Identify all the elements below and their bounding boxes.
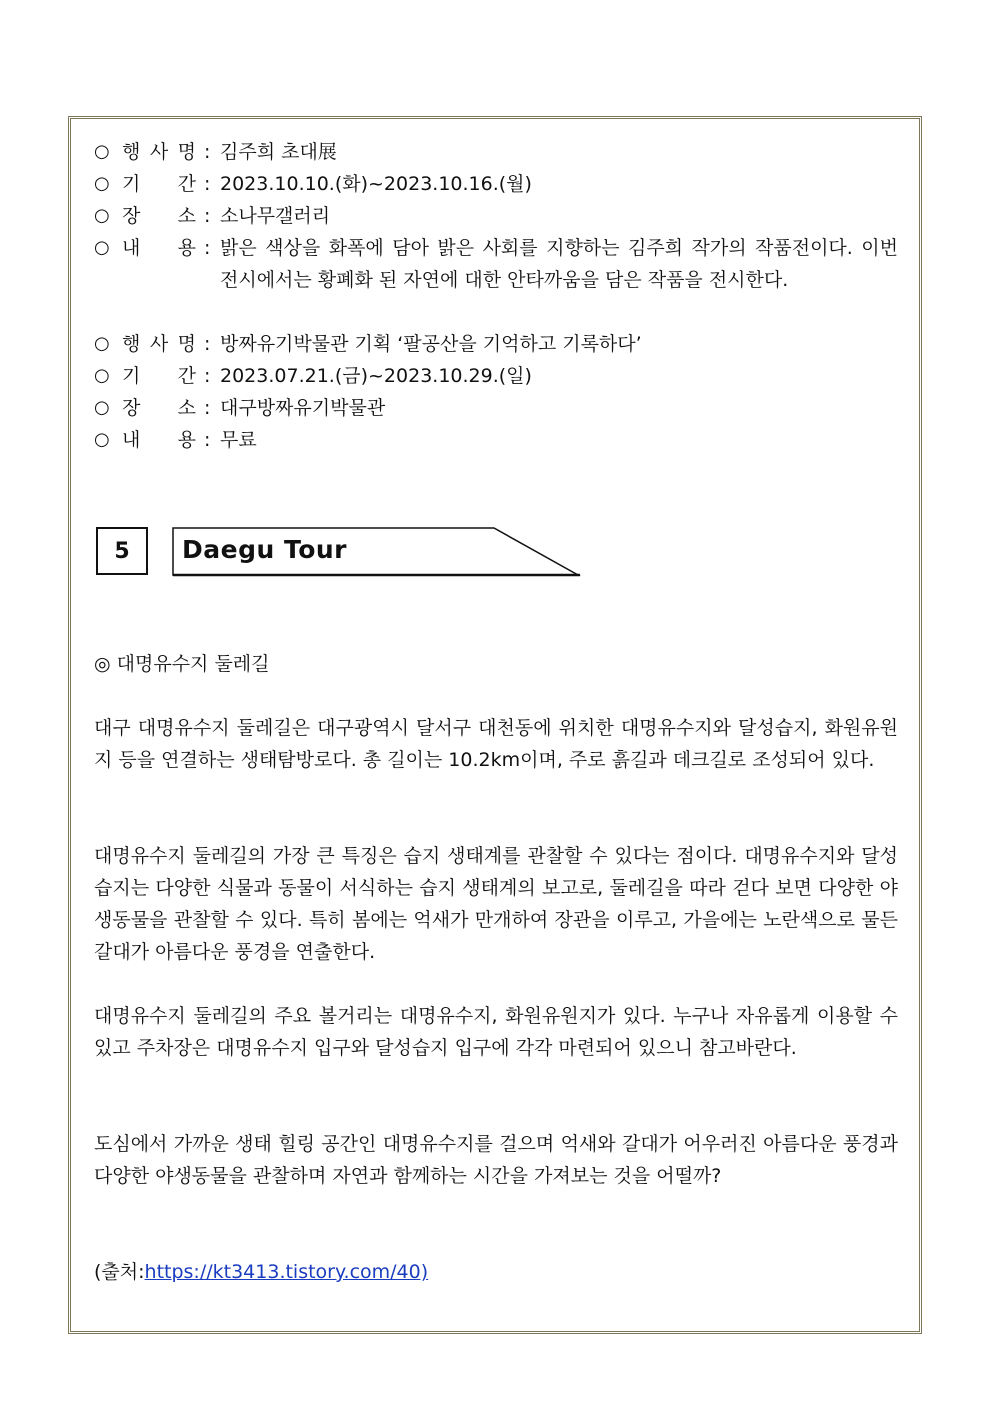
row-label: 행 사 명 bbox=[122, 141, 196, 163]
event-1 bbox=[94, 136, 898, 296]
source-prefix: (출처: bbox=[94, 1261, 145, 1283]
event-list bbox=[94, 136, 898, 456]
circle-bullet-icon: ○ bbox=[94, 333, 110, 354]
circle-bullet-icon: ○ bbox=[94, 365, 110, 386]
event-title: 김주희 초대展 bbox=[220, 141, 337, 163]
row-label: 기 간 bbox=[122, 365, 196, 387]
circle-bullet-icon: ○ bbox=[94, 237, 110, 258]
circle-bullet-icon: ○ bbox=[94, 173, 110, 194]
event-2 bbox=[94, 328, 898, 456]
circle-bullet-icon: ○ bbox=[94, 397, 110, 418]
event-row: ○ 기 간 : 2023.07.21.(금)~2023.10.29.(일) bbox=[94, 360, 898, 392]
article-subhead bbox=[94, 648, 898, 680]
event-row: ○ 내 용 : 밝은 색상을 화폭에 담아 밝은 사회를 지향하는 김주희 작가의 작품전이다. 이번 전시에서는 황폐화 된 자연에 대한 안타까움을 담은 작품을 전시한다. bbox=[94, 232, 898, 296]
event-row: ○ 내 용 : 무료 bbox=[94, 424, 898, 456]
event-description: 밝은 색상을 화폭에 담아 밝은 사회를 지향하는 김주희 작가의 작품전이다. 이번 전시에서는 황폐화 된 자연에 대한 안타까움을 담은 작품을 전시한다. bbox=[220, 237, 898, 291]
source-link[interactable]: https://kt3413.tistory.com/40) bbox=[144, 1261, 429, 1283]
row-label: 장 소 bbox=[122, 205, 196, 227]
event-title: 방짜유기박물관 기획 ‘팔공산을 기억하고 기록하다’ bbox=[220, 333, 642, 355]
row-label: 장 소 bbox=[122, 397, 196, 419]
section-header bbox=[96, 527, 586, 577]
article-paragraph: 대명유수지 둘레길의 주요 볼거리는 대명유수지, 화원유원지가 있다. 누구나 자유롭게 이용할 수 있고 주차장은 대명유수지 입구와 달성습지 입구에 각각 마련되어 있으니 참고바란다. bbox=[94, 1005, 898, 1059]
event-place: 소나무갤러리 bbox=[220, 205, 331, 227]
event-period: 2023.10.10.(화)~2023.10.16.(월) bbox=[220, 173, 532, 195]
article-paragraph: 대명유수지 둘레길의 가장 큰 특징은 습지 생태계를 관찰할 수 있다는 점이다. 대명유수지와 달성습지는 다양한 식물과 동물이 서식하는 습지 생태계의 보고로, 둘레길을 따라 걷다 보면 다양한 야생동물을 관찰할 수 있다. 특히 봄에는 억새가 만개하여 장관을 이루고, 가을에는 노란색으로 물든 갈대가 아름다운 풍경을 연출한다. bbox=[94, 845, 898, 963]
circle-bullet-icon: ○ bbox=[94, 141, 110, 162]
event-row: ○ 행 사 명 : 김주희 초대展 bbox=[94, 136, 898, 168]
section-title-tab bbox=[172, 527, 582, 577]
row-label: 기 간 bbox=[122, 173, 196, 195]
section-number: 5 bbox=[96, 527, 148, 575]
event-row: ○ 장 소 : 소나무갤러리 bbox=[94, 200, 898, 232]
event-place: 대구방짜유기박물관 bbox=[220, 397, 386, 419]
double-circle-icon: ◎ bbox=[94, 653, 111, 675]
row-label: 내 용 bbox=[122, 429, 196, 451]
circle-bullet-icon: ○ bbox=[94, 429, 110, 450]
event-period: 2023.07.21.(금)~2023.10.29.(일) bbox=[220, 365, 532, 387]
section-title: Daegu Tour bbox=[182, 535, 348, 564]
row-label: 내 용 bbox=[122, 237, 196, 259]
article-paragraph: 대구 대명유수지 둘레길은 대구광역시 달서구 대천동에 위치한 대명유수지와 달성습지, 화원유원지 등을 연결하는 생태탐방로다. 총 길이는 10.2km이며, 주로 흙길과 데크길로 조성되어 있다. bbox=[94, 717, 898, 771]
event-row: ○ 행 사 명 : 방짜유기박물관 기획 ‘팔공산을 기억하고 기록하다’ bbox=[94, 328, 898, 360]
event-row: ○ 기 간 : 2023.10.10.(화)~2023.10.16.(월) bbox=[94, 168, 898, 200]
row-label: 행 사 명 bbox=[122, 333, 196, 355]
article-paragraph: 도심에서 가까운 생태 힐링 공간인 대명유수지를 걸으며 억새와 갈대가 어우러진 아름다운 풍경과 다양한 야생동물을 관찰하며 자연과 함께하는 시간을 가져보는 것을 어떨까? bbox=[94, 1133, 898, 1187]
circle-bullet-icon: ○ bbox=[94, 205, 110, 226]
subhead-text: 대명유수지 둘레길 bbox=[116, 653, 270, 675]
event-row: ○ 장 소 : 대구방짜유기박물관 bbox=[94, 392, 898, 424]
source-line bbox=[94, 1256, 898, 1288]
event-description: 무료 bbox=[220, 429, 257, 451]
